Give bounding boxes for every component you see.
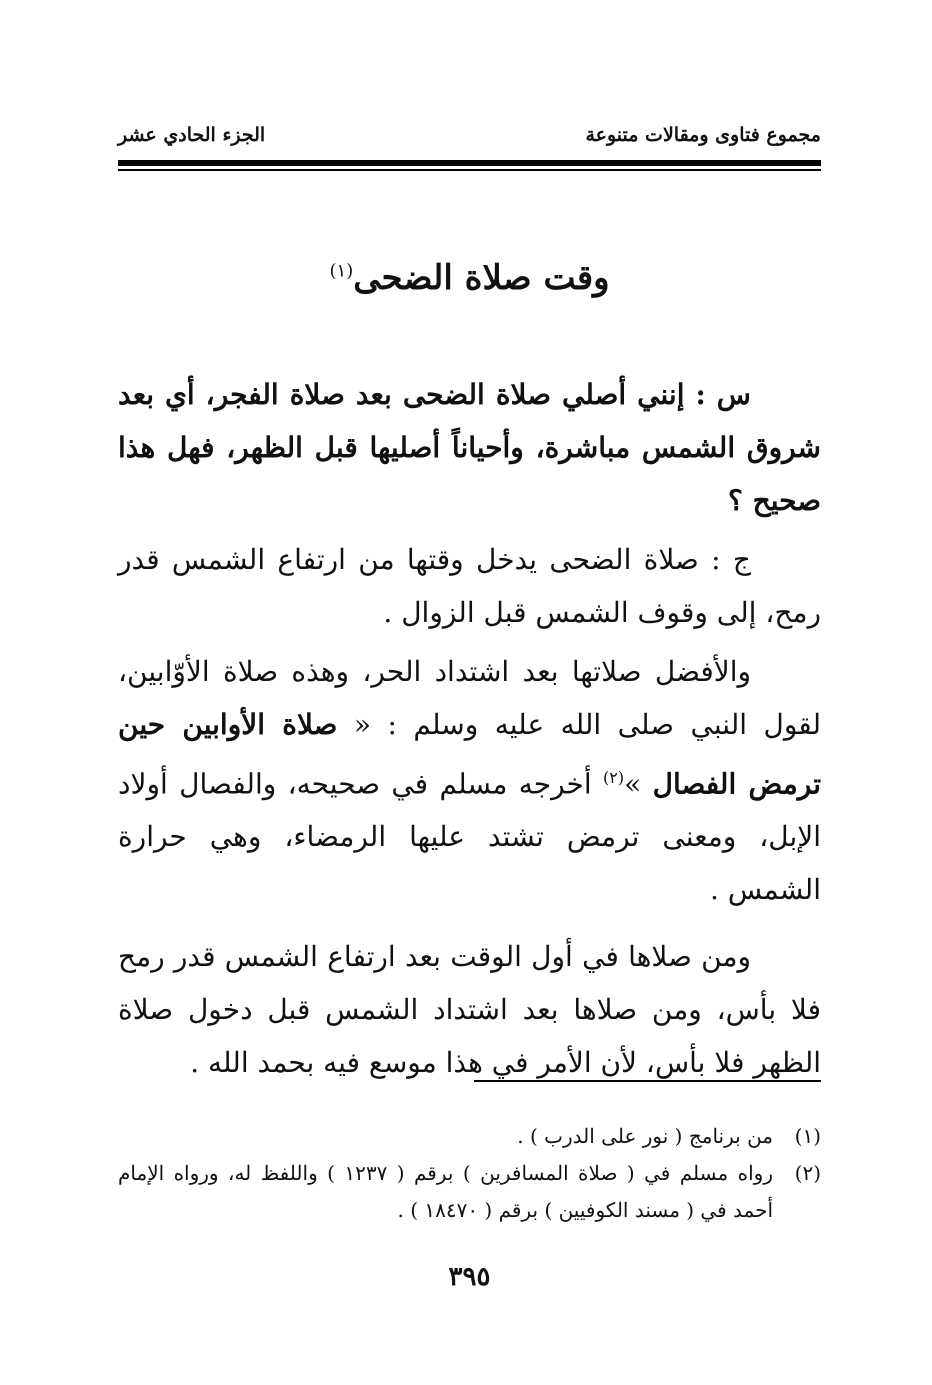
- footnote-number: (٢): [794, 1161, 821, 1185]
- header-rule-thin: [118, 169, 821, 171]
- conclusion-paragraph: ومن صلاها في أول الوقت بعد ارتفاع الشمس قدر رمح فلا بأس، ومن صلاها بعد اشتداد الشمس قبل دخول صلاة الظهر فلا بأس، لأن الأمر في هذا موسع فيه بحمد الله .: [118, 940, 821, 1080]
- fatwa-title-text: وقت صلاة الضحى: [353, 258, 610, 298]
- hadith-close-quote: »: [624, 767, 653, 801]
- footnote-item: [118, 1155, 821, 1229]
- hadith-paragraph: [118, 645, 821, 916]
- footnote-text: رواه مسلم في ( صلاة المسافرين ) برقم ( ١٢٣٧ ) واللفظ له، ورواه الإمام أحمد في ( مسند الكوفيين ) برقم ( ١٨٤٧٠ ) .: [118, 1161, 773, 1222]
- header-rule-thick: [118, 160, 821, 166]
- footnote-item: [118, 1118, 821, 1155]
- hadith-text: صلاة الأوابين حين ترمض الفصال: [118, 708, 822, 801]
- fatwa-body: [118, 368, 821, 1095]
- answer-paragraph: ج : صلاة الضحى يدخل وقتها من ارتفاع الشمس قدر رمح، إلى وقوف الشمس قبل الزوال .: [118, 543, 821, 629]
- hadith-explanation: أخرجه مسلم في صحيحه، والفصال أولاد الإبل، ومعنى ترمض تشتد عليها الرمضاء، وهي حرارة الشمس .: [118, 767, 821, 907]
- running-header: [118, 124, 821, 154]
- question-paragraph: س : إنني أصلي صلاة الضحى بعد صلاة الفجر، أي بعد شروق الشمس مباشرة، وأحياناً أصليها قبل الظهر، فهل هذا صحيح ؟: [118, 378, 821, 517]
- hadith-footnote-ref: (٢): [603, 768, 625, 787]
- footnote-text: من برنامج ( نور على الدرب ) .: [517, 1124, 773, 1148]
- fatwa-title: [118, 258, 821, 298]
- footnote-number: (١): [794, 1124, 821, 1148]
- footnote-separator: [474, 1080, 821, 1082]
- page-number: ٣٩٥: [448, 1262, 491, 1292]
- hadith-intro: والأفضل صلاتها بعد اشتداد الحر، وهذه صلاة الأوّابين، لقول النبي صلى الله عليه وسلم : «: [118, 655, 821, 741]
- title-footnote-ref: (١): [329, 260, 354, 282]
- footnotes: [118, 1118, 821, 1229]
- volume-label: الجزء الحادي عشر: [118, 124, 266, 146]
- book-title: مجموع فتاوى ومقالات متنوعة: [585, 124, 821, 146]
